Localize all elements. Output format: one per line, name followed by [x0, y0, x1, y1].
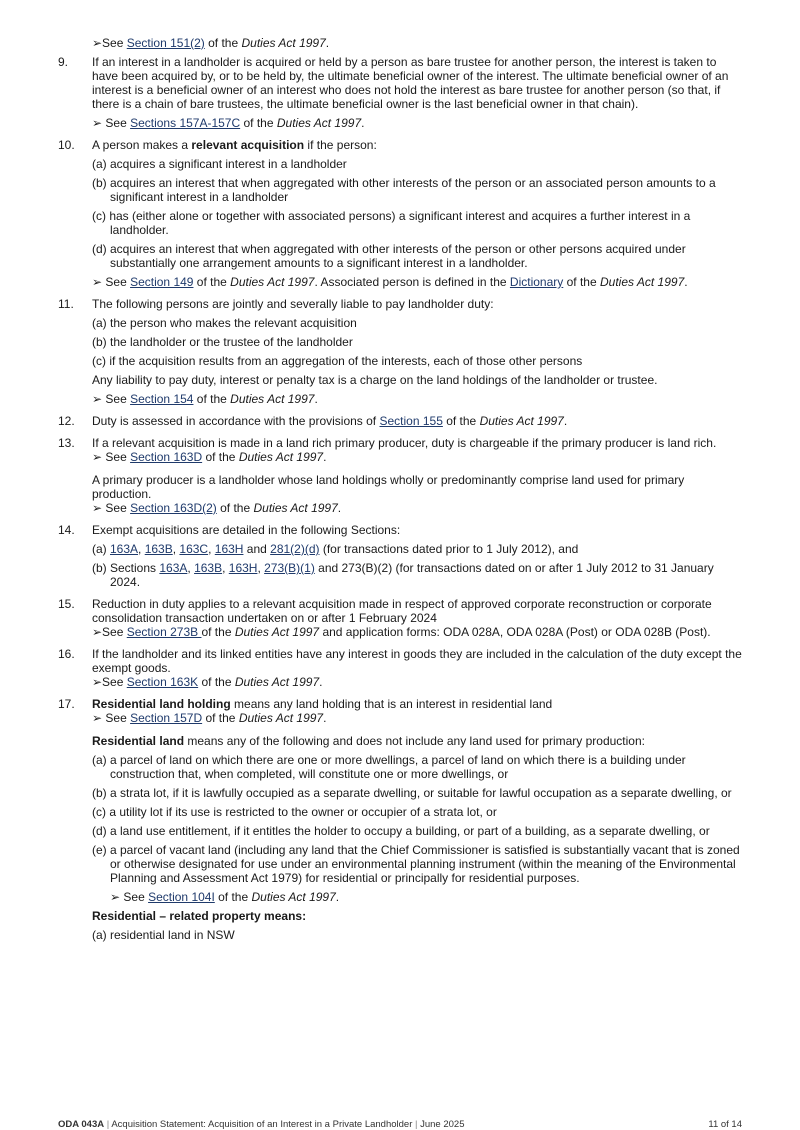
- form-code: ODA 043A: [58, 1119, 105, 1130]
- section-link[interactable]: Section 151(2): [126, 36, 205, 50]
- section-link[interactable]: Section 163D(2): [130, 501, 217, 515]
- item-number: 16.: [58, 647, 75, 661]
- section-link[interactable]: Section 163K: [126, 675, 199, 689]
- see-reference: ➢See Section 273B of the Duties Act 1997 and application forms: ODA 028A, ODA 028A (Post) or ODA 028B (Post).: [92, 625, 711, 639]
- item-text: Reduction in duty applies to a relevant acquisition made in respect of approved corporate reconstruction or corporate consolidation transaction undertaken on or after 1 February 2024: [92, 597, 712, 625]
- item-text: Duty is assessed in accordance with the provisions of Section 155 of the Duties Act 1997.: [92, 414, 568, 428]
- sub-item: (d) acquires an interest that when aggregated with other interests of the person or other persons acquired under substantially one arrangement amounts to a significant interest in a landholder.: [92, 242, 686, 270]
- dictionary-link[interactable]: Dictionary: [509, 275, 564, 289]
- item-number: 15.: [58, 597, 75, 611]
- see-reference: ➢ See Section 104I of the Duties Act 1997.: [110, 890, 340, 904]
- item-number: 9.: [58, 55, 69, 69]
- sub-item: (a) the person who makes the relevant acquisition: [92, 316, 357, 330]
- item-number: 10.: [58, 138, 75, 152]
- page-number: 11 of 14: [708, 1119, 742, 1130]
- sub-item: (b) the landholder or the trustee of the landholder: [92, 335, 353, 349]
- list-item-9: [58, 55, 744, 130]
- item-text: Residential land holding means any land holding that is an interest in residential land: [92, 697, 553, 711]
- section-link[interactable]: 281(2)(d): [270, 542, 320, 556]
- item-text: A person makes a relevant acquisition if the person:: [92, 138, 377, 152]
- form-date: June 2025: [420, 1119, 465, 1130]
- item-text: The following persons are jointly and severally liable to pay landholder duty:: [92, 297, 494, 311]
- section-link[interactable]: 163H: [214, 542, 244, 556]
- list-item-15: [58, 597, 744, 639]
- sub-item: (a) acquires a significant interest in a landholder: [92, 157, 347, 171]
- item-text: If an interest in a landholder is acquired or held by a person as bare trustee for another person, the interest is taken to have been acquired by, or to be held by, the ultimate beneficial owner of the interest. The ultimate beneficial owner of an interest is a beneficial owner of an interest who does not hold the interest as bare trustee for another person (so that, if there is a chain of bare trustees, the ultimate beneficial owner is the last beneficial owner in that chain).: [92, 55, 729, 111]
- item-text: Exempt acquisitions are detailed in the following Sections:: [92, 523, 401, 537]
- sub-item: (b) Sections 163A, 163B, 163H, 273(B)(1) and 273(B)(2) (for transactions dated on or after 1 July 2012 to 31 January 2024.: [92, 561, 714, 589]
- item-text: [92, 909, 744, 923]
- section-link[interactable]: Section 163D: [130, 450, 203, 464]
- section-link[interactable]: Section 149: [130, 275, 194, 289]
- list-item-16: [58, 647, 744, 689]
- list-item-17: [58, 697, 744, 942]
- list-item-11: [58, 297, 744, 406]
- see-reference: ➢ See Section 157D of the Duties Act 1997.: [92, 711, 327, 725]
- see-reference: ➢ See Section 149 of the Duties Act 1997. Associated person is defined in the Dictionary of the Duties Act 1997.: [92, 275, 688, 289]
- defined-term: Residential land: [92, 734, 185, 748]
- see-reference: ➢See Section 151(2) of the Duties Act 1997.: [92, 36, 330, 50]
- item-text: If the landholder and its linked entities have any interest in goods they are included in the calculation of the duty except the exempt goods.: [92, 647, 742, 675]
- list-item-14: [58, 523, 744, 589]
- section-link[interactable]: Section 273B: [126, 625, 202, 639]
- see-reference: ➢ See Section 163D of the Duties Act 1997.: [92, 450, 327, 464]
- section-link[interactable]: Section 157D: [130, 711, 203, 725]
- sub-item: (c) has (either alone or together with associated persons) a significant interest and acquires a further interest in a landholder.: [92, 209, 691, 237]
- page-footer: ODA 043A | Acquisition Statement: Acquisition of an Interest in a Private Landholder | June 2025 11 of 14: [58, 1119, 742, 1130]
- sub-item: (b) acquires an interest that when aggregated with other interests of the person or an associated person amounts to a significant interest in a landholder: [92, 176, 716, 204]
- defined-term: relevant acquisition: [191, 138, 305, 152]
- defined-term: Residential land holding: [92, 697, 231, 711]
- item-number: 14.: [58, 523, 75, 537]
- sub-item: (d) a land use entitlement, if it entitles the holder to occupy a building, or part of a building, as a separate dwelling, or: [92, 824, 710, 838]
- section-link[interactable]: 163A: [110, 542, 139, 556]
- section-link[interactable]: Sections 157A-157C: [130, 116, 241, 130]
- section-link[interactable]: Section 104I: [148, 890, 215, 904]
- see-reference: ➢ See Sections 157A-157C of the Duties Act 1997.: [92, 116, 365, 130]
- section-link[interactable]: 163B: [194, 561, 223, 575]
- sub-item: (c) a utility lot if its use is restricted to the owner or occupier of a strata lot, or: [92, 805, 497, 819]
- section-link[interactable]: 163C: [179, 542, 209, 556]
- form-title: Acquisition Statement: Acquisition of an Interest in a Private Landholder: [111, 1119, 413, 1130]
- item-number: 11.: [58, 297, 74, 311]
- section-link[interactable]: Section 155: [379, 414, 443, 428]
- section-link[interactable]: 163H: [228, 561, 258, 575]
- sub-item: (a) residential land in NSW: [92, 928, 235, 942]
- see-reference: ➢See Section 163K of the Duties Act 1997.: [92, 675, 323, 689]
- sub-item: (e) a parcel of vacant land (including any land that the Chief Commissioner is satisfied is substantially vacant that is zoned or otherwise designated for use under an environmental planning instrument (within the meaning of the Environmental Planning and Assessment Act 1979) for residential or principally for residential purposes.: [92, 843, 740, 885]
- item-number: 12.: [58, 414, 75, 428]
- item-text: Any liability to pay duty, interest or penalty tax is a charge on the land holdings of the landholder or trustee.: [92, 373, 658, 387]
- section-link[interactable]: 273(B)(1): [264, 561, 315, 575]
- see-reference: ➢ See Section 154 of the Duties Act 1997.: [92, 392, 318, 406]
- list-item-12: [58, 414, 744, 428]
- sub-item: (c) if the acquisition results from an aggregation of the interests, each of those other persons: [92, 354, 583, 368]
- item-number: 13.: [58, 436, 75, 450]
- document-body: [58, 36, 744, 950]
- list-item-13: [58, 436, 744, 515]
- defined-term: Residential – related property means:: [92, 909, 307, 923]
- item-text: If a relevant acquisition is made in a land rich primary producer, duty is chargeable if the primary producer is land rich.: [92, 436, 717, 450]
- list-item-10: [58, 138, 744, 289]
- sub-item: (a) a parcel of land on which there are one or more dwellings, a parcel of land on which there is a building under construction that, when completed, will constitute one or more dwellings, or: [92, 753, 686, 781]
- section-link[interactable]: Section 154: [130, 392, 194, 406]
- sub-item: (b) a strata lot, if it is lawfully occupied as a separate dwelling, or suitable for lawful occupation as a separate dwelling, or: [92, 786, 732, 800]
- section-link[interactable]: 163B: [144, 542, 173, 556]
- see-reference: ➢ See Section 163D(2) of the Duties Act 1997.: [92, 501, 342, 515]
- item-text: Residential land means any of the following and does not include any land used for primary production:: [92, 734, 645, 748]
- sub-item: (a) 163A, 163B, 163C, 163H and 281(2)(d) (for transactions dated prior to 1 July 2012), and: [92, 542, 579, 556]
- item-text: A primary producer is a landholder whose land holdings wholly or predominantly comprise land used for primary production.: [92, 473, 685, 501]
- section-link[interactable]: 163A: [159, 561, 188, 575]
- item-number: 17.: [58, 697, 75, 711]
